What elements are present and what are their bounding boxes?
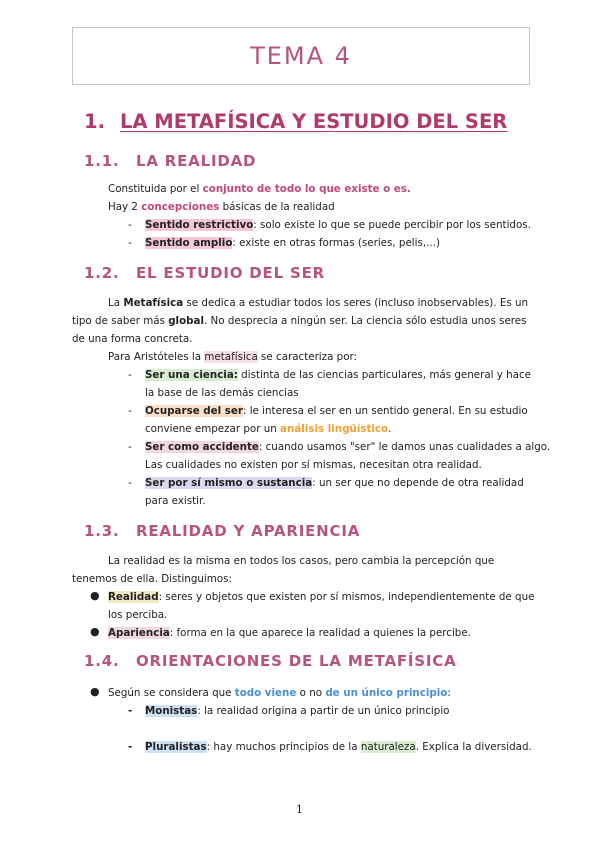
list-item-continuation: Las cualidades no existen por sí mismas, necesitan otra realidad. (145, 459, 482, 471)
dash-bullet: - (128, 741, 133, 753)
list-item: Realidad: seres y objetos que existen por sí mismos, independientemente de que (108, 591, 535, 603)
dash-bullet: - (128, 369, 132, 381)
section-1-2-heading: 1.2. EL ESTUDIO DEL SER (84, 264, 325, 282)
paragraph: de una forma concreta. (72, 333, 193, 345)
paragraph: Según se considera que todo viene o no de un único principio: (108, 687, 451, 699)
page-number: 1 (296, 803, 303, 816)
paragraph: tenemos de ella. Distinguimos: (72, 573, 232, 585)
paragraph: Constituida por el conjunto de todo lo que existe o es. (108, 183, 411, 195)
section-1-4-heading: 1.4. ORIENTACIONES DE LA METAFÍSICA (84, 652, 457, 670)
bullet-dot: ● (90, 625, 100, 638)
paragraph: Hay 2 concepciones básicas de la realidad (108, 201, 335, 213)
paragraph: Para Aristóteles la metafísica se caracteriza por: (108, 351, 358, 363)
page-title: TEMA 4 (250, 42, 352, 70)
dash-bullet: - (128, 477, 132, 489)
list-item: Apariencia: forma en la que aparece la realidad a quienes la percibe. (108, 627, 471, 639)
list-item-continuation: para existir. (145, 495, 206, 507)
list-item: Ser como accidente: cuando usamos "ser" le damos unas cualidades a algo. (145, 441, 551, 453)
section-1-heading: 1. LA METAFÍSICA Y ESTUDIO DEL SER (84, 110, 508, 133)
list-item: Sentido restrictivo: solo existe lo que se puede percibir por los sentidos. (145, 219, 531, 231)
page-title-box (72, 27, 530, 85)
list-item: Sentido amplio: existe en otras formas (series, pelis,...) (145, 237, 440, 249)
bullet-dot: ● (90, 685, 100, 698)
list-item: Ser una ciencia: distinta de las ciencias particulares, más general y hace (145, 369, 531, 381)
dash-bullet: - (128, 705, 133, 717)
list-item: Monistas: la realidad origina a partir de un único principio (145, 705, 450, 717)
list-item-continuation: los perciba. (108, 609, 168, 621)
list-item-continuation: conviene empezar por un análisis lingüístico. (145, 423, 392, 435)
paragraph: La Metafísica se dedica a estudiar todos los seres (incluso inobservables). Es un (108, 297, 529, 309)
list-item-continuation: la base de las demás ciencias (145, 387, 299, 399)
section-1-3-heading: 1.3. REALIDAD Y APARIENCIA (84, 522, 361, 540)
dash-bullet: - (128, 405, 132, 417)
paragraph: La realidad es la misma en todos los casos, pero cambia la percepción que (108, 555, 495, 567)
list-item: Ocuparse del ser: le interesa el ser en un sentido general. En su estudio (145, 405, 528, 417)
list-item: Pluralistas: hay muchos principios de la naturaleza. Explica la diversidad. (145, 741, 532, 753)
dash-bullet: - (128, 237, 132, 249)
dash-bullet: - (128, 219, 132, 231)
section-1-1-heading: 1.1. LA REALIDAD (84, 152, 257, 170)
list-item: Ser por sí mismo o sustancia: un ser que no depende de otra realidad (145, 477, 524, 489)
dash-bullet: - (128, 441, 132, 453)
bullet-dot: ● (90, 589, 100, 602)
paragraph: tipo de saber más global. No desprecia a ningún ser. La ciencia sólo estudia unos seres (72, 315, 527, 327)
